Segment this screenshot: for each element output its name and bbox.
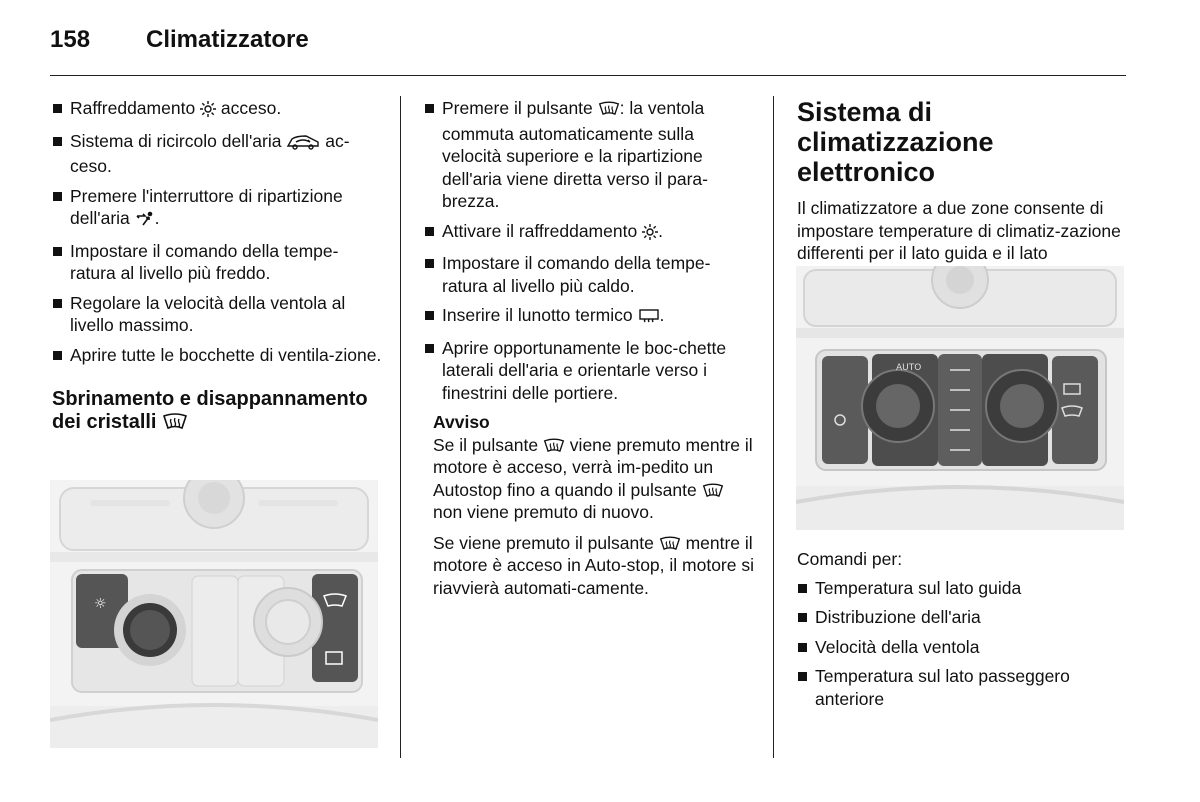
controls-label: Comandi per: <box>797 549 903 569</box>
page-header <box>50 26 309 54</box>
rear-defrost-icon <box>638 307 660 330</box>
auto-label: AUTO <box>896 363 922 373</box>
list-item: Distribuzione dell'aria <box>797 606 1127 629</box>
list-item: Aprire tutte le bocchette di ventila-zione. <box>52 344 382 367</box>
section-heading: Sistema di climatizzazione elettronico <box>797 97 994 187</box>
list-item: Premere l'interruttore di ripartizione dell'aria . <box>52 185 382 233</box>
snowflake-icon <box>200 100 216 123</box>
intro-paragraph: Il climatizzatore a due zone consente di impostare temperature di climatiz-zazione differenti per il lato guida e il lato <box>797 198 1121 263</box>
note-body <box>433 434 754 600</box>
column-divider-2 <box>773 96 774 758</box>
note-title: Avviso <box>433 412 490 432</box>
recirculation-icon <box>286 133 320 156</box>
windscreen-defrost-icon <box>162 413 188 431</box>
list-item: Regolare la velocità della ventola al livello massimo. <box>52 292 382 337</box>
column-divider-1 <box>400 96 401 758</box>
climate-panel-photo-defrost <box>50 480 378 748</box>
bullet-list <box>424 97 754 404</box>
windscreen-defrost-icon <box>598 100 620 123</box>
page-number: 158 <box>50 26 91 53</box>
list-item: Sistema di ricircolo dell'aria ac-ceso. <box>52 130 382 178</box>
list-item: Temperatura sul lato guida <box>797 577 1127 600</box>
page-title: Climatizzatore <box>146 26 309 53</box>
list-item: Impostare il comando della tempe-ratura al livello più freddo. <box>52 240 382 285</box>
bullet-list <box>52 97 382 366</box>
svg-text:☼: ☼ <box>94 596 107 612</box>
list-item: Aprire opportunamente le boc-chette laterali dell'aria e orientarle verso i finestrini delle portiere. <box>424 337 754 405</box>
windscreen-defrost-icon <box>659 536 681 552</box>
air-distribution-icon <box>135 210 155 233</box>
column-1 <box>52 97 382 434</box>
list-item: Temperatura sul lato passeggero anteriore <box>797 665 1127 710</box>
list-item: Attivare il raffreddamento . <box>424 220 754 246</box>
list-item: Premere il pulsante : la ventola commuta automaticamente sulla velocità superiore e la ripartizione dell'aria viene diretta verso il para-brezza. <box>424 97 754 213</box>
windscreen-defrost-icon <box>702 483 724 499</box>
list-item: Velocità della ventola <box>797 636 1127 659</box>
bullet-list <box>797 577 1127 711</box>
climate-panel-photo-electronic <box>796 266 1124 530</box>
list-item: Inserire il lunotto termico . <box>424 304 754 330</box>
column-2 <box>424 97 754 607</box>
note-paragraph-2: Se viene premuto il pulsante mentre il motore è acceso in Auto-stop, il motore si riavvierà automati-camente. <box>433 532 754 598</box>
windscreen-defrost-icon <box>543 438 565 454</box>
list-item: Raffreddamento acceso. <box>52 97 382 123</box>
note-paragraph-1: Se il pulsante viene premuto mentre il motore è acceso, verrà im-pedito un Autostop fino a quando il pulsante non viene premuto di nuovo. <box>433 434 753 522</box>
snowflake-icon <box>642 223 658 246</box>
list-item: Impostare il comando della tempe-ratura al livello più caldo. <box>424 252 754 297</box>
controls-section <box>797 548 1127 717</box>
header-rule <box>50 75 1126 76</box>
section-heading: Sbrinamento e disappannamento dei cristalli <box>52 388 368 433</box>
